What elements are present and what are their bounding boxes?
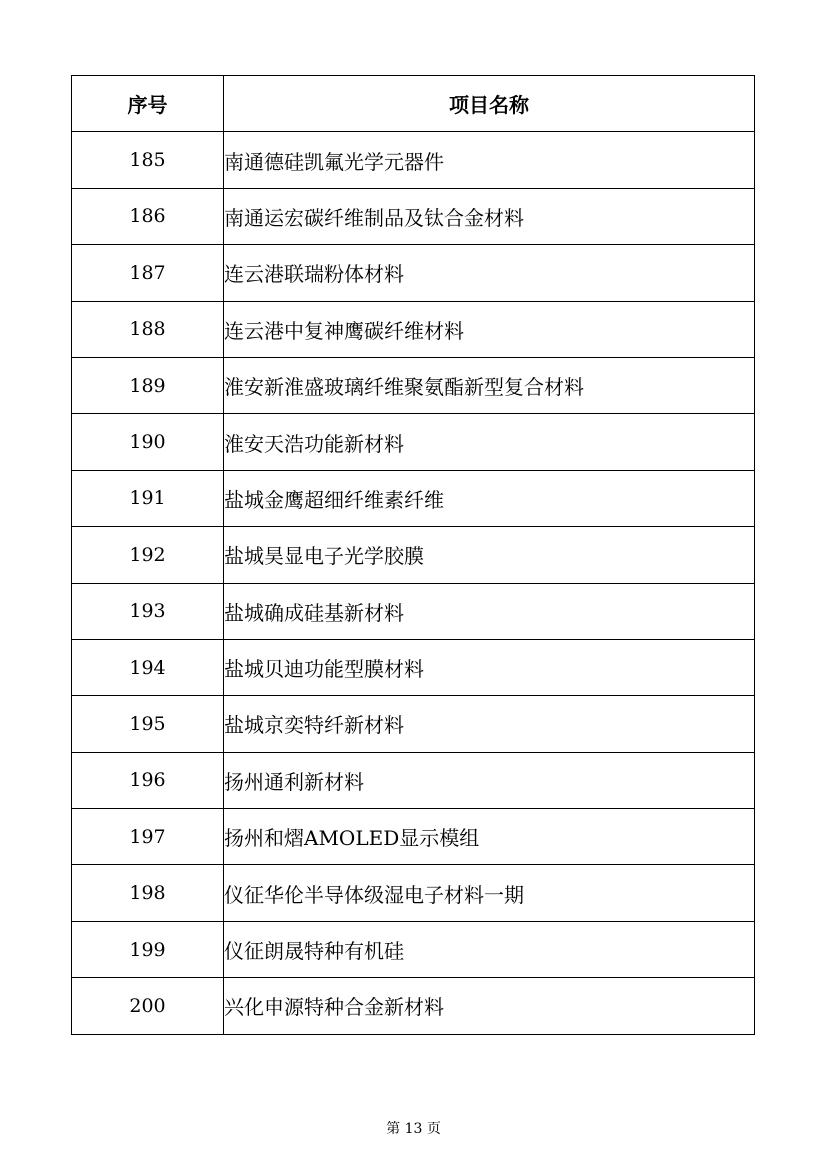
serial-number-cell: 185 [72,132,224,188]
table-row [72,470,755,526]
serial-number-cell: 187 [72,245,224,301]
serial-number-cell: 194 [72,639,224,695]
project-name-cell: 南通运宏碳纤维制品及钛合金材料 [224,188,755,244]
table-row [72,527,755,583]
serial-number-cell: 193 [72,583,224,639]
project-name-cell: 扬州通利新材料 [224,752,755,808]
table-row [72,639,755,695]
project-name-cell: 盐城昊显电子光学胶膜 [224,527,755,583]
table-body [72,132,755,1034]
serial-number-cell: 195 [72,696,224,752]
project-name-cell: 连云港联瑞粉体材料 [224,245,755,301]
project-name-cell: 仪征朗晟特种有机硅 [224,921,755,977]
table-row [72,357,755,413]
serial-number-cell: 192 [72,527,224,583]
table-row [72,696,755,752]
table-row [72,921,755,977]
project-table [71,75,755,1035]
project-name-cell: 盐城京奕特纤新材料 [224,696,755,752]
project-name-cell: 仪征华伦半导体级湿电子材料一期 [224,865,755,921]
table-header-row [72,76,755,132]
serial-number-cell: 197 [72,809,224,865]
project-name-cell: 盐城金鹰超细纤维素纤维 [224,470,755,526]
project-name-cell: 盐城确成硅基新材料 [224,583,755,639]
serial-number-cell: 196 [72,752,224,808]
header-serial-number: 序号 [72,76,224,132]
table-row [72,245,755,301]
table-row [72,583,755,639]
project-name-cell: 扬州和熠AMOLED显示模组 [224,809,755,865]
project-name-cell: 兴化申源特种合金新材料 [224,978,755,1034]
table-row [72,188,755,244]
table-row [72,752,755,808]
table-row [72,414,755,470]
project-name-cell: 淮安新淮盛玻璃纤维聚氨酯新型复合材料 [224,357,755,413]
header-project-name: 项目名称 [224,76,755,132]
page-number: 第 13 页 [386,1121,441,1137]
table-row [72,809,755,865]
serial-number-cell: 189 [72,357,224,413]
project-name-cell: 南通德硅凯氟光学元器件 [224,132,755,188]
project-name-cell: 盐城贝迪功能型膜材料 [224,639,755,695]
table-row [72,865,755,921]
table-row [72,978,755,1034]
serial-number-cell: 188 [72,301,224,357]
table-row [72,301,755,357]
serial-number-cell: 199 [72,921,224,977]
table-row [72,132,755,188]
serial-number-cell: 191 [72,470,224,526]
serial-number-cell: 198 [72,865,224,921]
serial-number-cell: 200 [72,978,224,1034]
serial-number-cell: 186 [72,188,224,244]
project-name-cell: 淮安天浩功能新材料 [224,414,755,470]
project-name-cell: 连云港中复神鹰碳纤维材料 [224,301,755,357]
serial-number-cell: 190 [72,414,224,470]
